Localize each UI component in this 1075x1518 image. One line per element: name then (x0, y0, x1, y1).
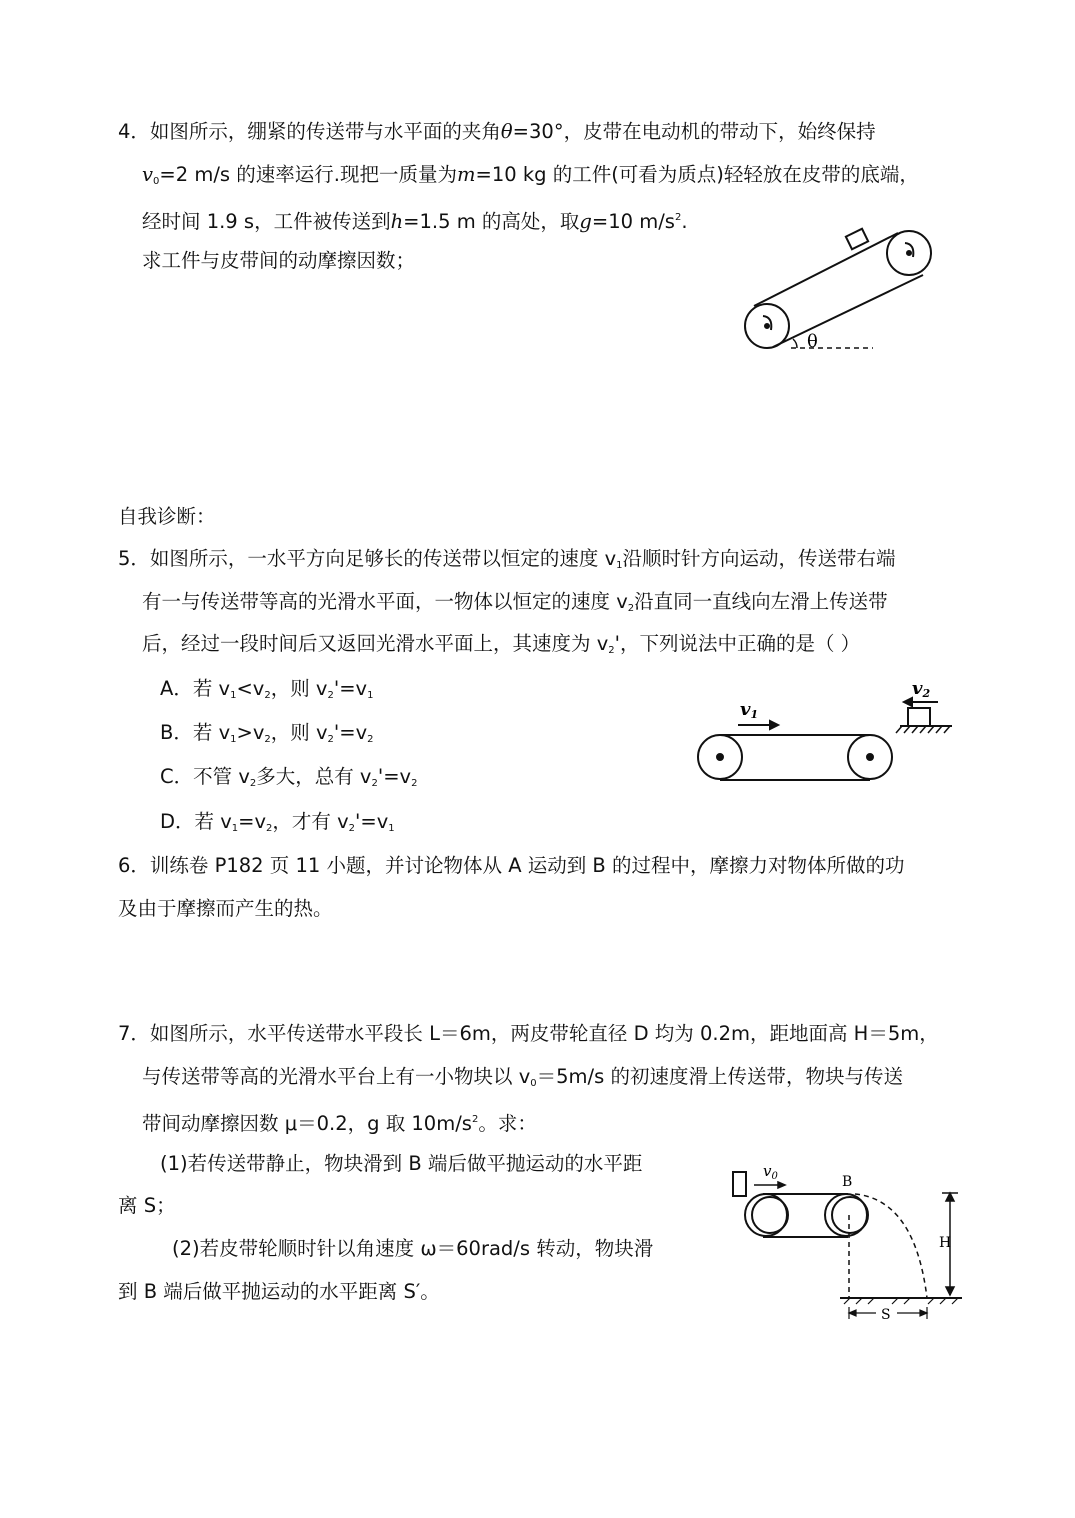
q5-option-d: D．若 $v_1=v_2$，才有 $v_2'=v_1$ (160, 810, 395, 834)
q7-part2-line-2: 到 B 端后做平抛运动的水平距离 S′。 (118, 1280, 440, 1303)
q4-incline-conveyor-figure (735, 220, 895, 360)
q7-block (733, 1172, 746, 1196)
q5-line-2: 有一与传送带等高的光滑水平面，一物体以恒定的速度 $v_2$沿直同一直线向左滑上传送带 (142, 590, 888, 614)
q5-line-3: 后，经过一段时间后又返回光滑水平面上，其速度为 $v_2'$，下列说法中正确的是（ ） (142, 632, 861, 656)
q7-left-pulley-icon (745, 1194, 788, 1236)
q5-v2-arrow-icon (904, 698, 938, 706)
q4-lower-pulley-icon (745, 304, 789, 348)
q5-left-pulley-icon (698, 735, 742, 779)
q7-line-1: 7．如图所示，水平传送带水平段长 L＝6m，两皮带轮直径 D 均为 0.2m，距地面高 H＝5m， (118, 1022, 939, 1045)
q7-belt (763, 1194, 848, 1237)
q4-line-4: 求工件与皮带间的动摩擦因数； (142, 249, 416, 272)
q5-option-a: A．若 $v_1<v_2$，则 $v_2'=v_1$ (160, 677, 374, 701)
q5-option-c: C．不管 $v_2$多大，总有 $v_2'=v_2$ (160, 765, 418, 789)
q5-line-1: 5．如图所示，一水平方向足够长的传送带以恒定的速度 $v_1$沿顺时针方向运动，传送带右端 (118, 547, 896, 571)
q5-horizontal-conveyor-figure (700, 675, 955, 785)
q5-right-pulley-icon (848, 735, 892, 779)
q7-fig-S-label: S (881, 1307, 891, 1323)
q5-fig-v1-label: v1 (740, 699, 759, 721)
q5-option-b: B．若 $v_1>v_2$，则 $v_2'=v_2$ (160, 721, 374, 745)
q4-workpiece (846, 229, 868, 249)
q6-line-2: 及由于摩擦而产生的热。 (118, 897, 333, 920)
q5-block (908, 708, 930, 726)
q7-part1-line-2: 离 S； (118, 1194, 176, 1217)
q4-line-2: $v_0=2$ m/s 的速率运行.现把一质量为m=10 kg 的工件(可看为质点)轻轻放在皮带的底端， (142, 163, 919, 187)
q5-v1-arrow-icon (738, 721, 778, 729)
self-diagnosis-heading: 自我诊断： (118, 505, 216, 528)
q7-right-pulley-icon (825, 1194, 868, 1236)
q7-fig-H-label: H (939, 1235, 952, 1251)
q6-line-1: 6．训练卷 P182 页 11 小题，并讨论物体从 A 运动到 B 的过程中，摩擦力对物体所做的功 (118, 854, 905, 877)
q7-line-3: 带间动摩擦因数 μ＝0.2，g 取 $10m/s^2$。求： (142, 1112, 537, 1135)
q5-platform-hatching (896, 726, 950, 733)
q7-fig-v0-label: $v_0$ (763, 1162, 778, 1182)
q7-line-2: 与传送带等高的光滑水平台上有一小物块以 $v_0=5m/s$ 的初速度滑上传送带，物块与传送 (142, 1065, 903, 1089)
q4-line-1: 4．如图所示，绷紧的传送带与水平面的夹角θ=30°，皮带在电动机的带动下，始终保持 (118, 120, 876, 143)
q4-upper-pulley-icon (887, 231, 931, 275)
q4-angle-arc (793, 339, 797, 348)
q4-belt (754, 233, 923, 347)
q5-fig-v2-label: v2 (912, 678, 931, 700)
q4-line-3: 经时间 1.9 s，工件被传送到h=1.5 m 的高处，取g=10 $m/s^2$. (142, 210, 688, 233)
q4-fig-theta-label: θ (807, 331, 818, 352)
q7-part2-line-1: (2)若皮带轮顺时针以角速度 ω＝60rad/s 转动，物块滑 (172, 1237, 654, 1260)
q7-projectile-conveyor-figure (730, 1155, 965, 1330)
q7-v0-arrow-icon (754, 1182, 785, 1188)
q7-part1-line-1: (1)若传送带静止，物块滑到 B 端后做平抛运动的水平距 (160, 1152, 643, 1175)
q7-fig-B-label: B (842, 1174, 853, 1190)
